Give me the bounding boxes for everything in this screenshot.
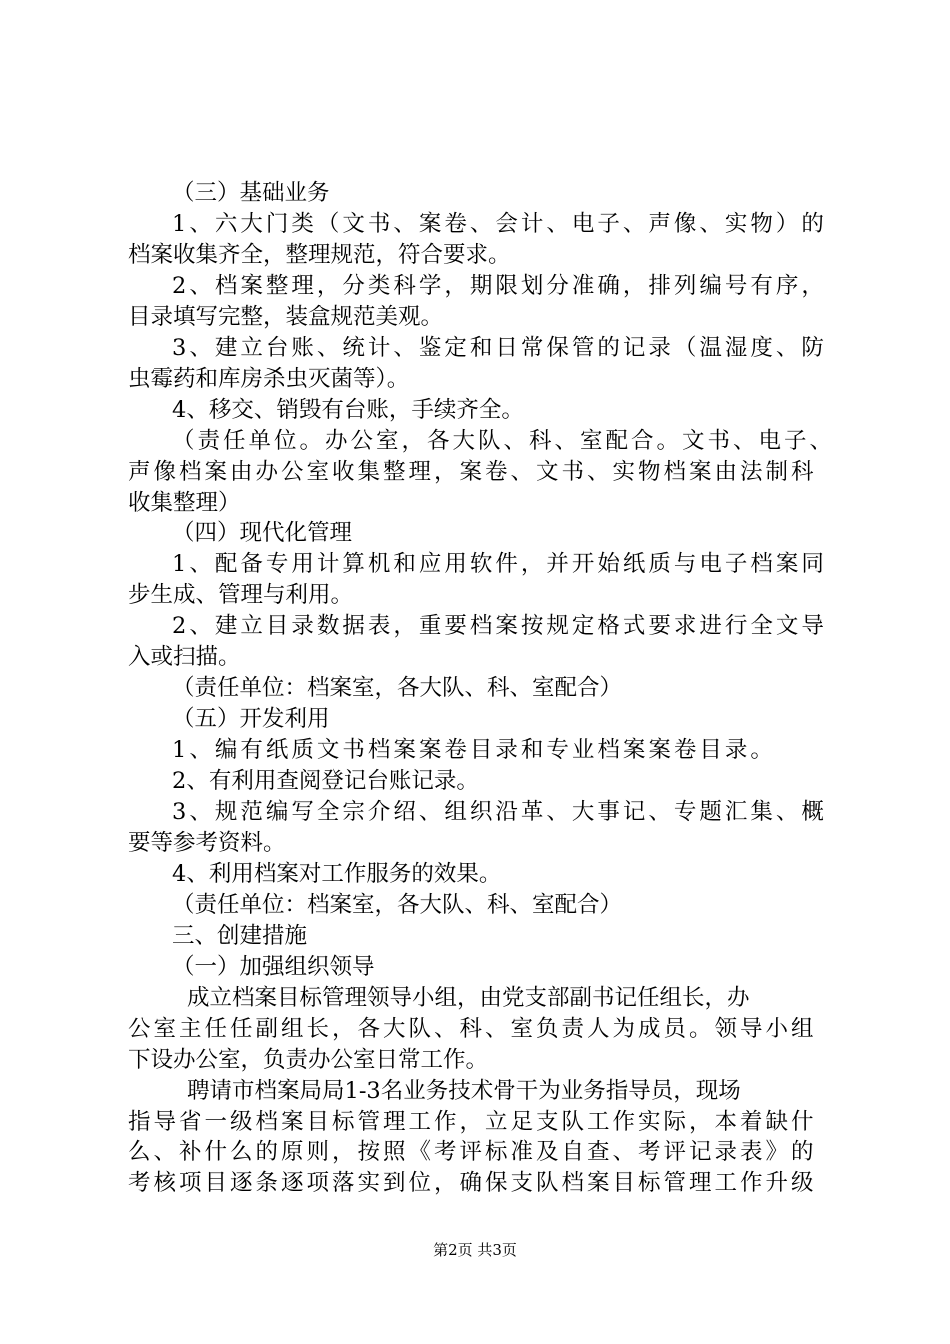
paragraph-line: 档案收集齐全，整理规范，符合要求。 xyxy=(128,242,511,268)
paragraph-line: 1、六大门类（文书、案卷、会计、电子、声像、实物）的 xyxy=(172,211,827,237)
paragraph-line: （责任单位：档案室，各大队、科、室配合） xyxy=(172,892,623,918)
paragraph-line: 成立档案目标管理领导小组，由党支部副书记任组长，办 xyxy=(187,985,750,1011)
paragraph-line: 3、规范编写全宗介绍、组织沿革、大事记、专题汇集、概 xyxy=(172,799,827,825)
paragraph-line: （责任单位。办公室，各大队、科、室配合。文书、电子、 xyxy=(172,428,836,454)
paragraph-line: 么、补什么的原则，按照《考评标准及自查、考评记录表》的 xyxy=(128,1139,817,1165)
paragraph-line: 2、建立目录数据表，重要档案按规定格式要求进行全文导 xyxy=(172,613,827,639)
paragraph-line: 4、利用档案对工作服务的效果。 xyxy=(172,861,502,887)
section-heading-measures: 三、创建措施 xyxy=(172,923,308,949)
paragraph-line: 虫霉药和库房杀虫灭菌等）。 xyxy=(128,366,410,392)
section-heading-modern-management: （四）现代化管理 xyxy=(172,520,353,546)
paragraph-line: 入或扫描。 xyxy=(128,644,241,670)
paragraph-line: 收集整理） xyxy=(128,490,241,516)
paragraph-line: 目录填写完整，装盒规范美观。 xyxy=(128,304,444,330)
paragraph-line: 2、档案整理，分类科学，期限划分准确，排列编号有序， xyxy=(172,273,827,299)
paragraph-line: 下设办公室，负责办公室日常工作。 xyxy=(128,1047,489,1073)
page-number-footer: 第2页 共3页 xyxy=(433,1241,517,1259)
paragraph-line: 2、有利用查阅登记台账记录。 xyxy=(172,768,479,794)
section-heading-development: （五）开发利用 xyxy=(172,706,330,732)
paragraph-line: （责任单位：档案室，各大队、科、室配合） xyxy=(172,675,623,701)
paragraph-line: 考核项目逐条逐项落实到位，确保支队档案目标管理工作升级 xyxy=(128,1170,817,1196)
paragraph-line: 4、移交、销毁有台账，手续齐全。 xyxy=(172,397,524,423)
section-heading-basic-business: （三）基础业务 xyxy=(172,180,330,206)
paragraph-line: 要等参考资料。 xyxy=(128,830,286,856)
paragraph-line: 指导省一级档案目标管理工作，立足支队工作实际，本着缺什 xyxy=(128,1109,817,1135)
paragraph-line: 公室主任任副组长，各大队、科、室负责人为成员。领导小组 xyxy=(128,1016,817,1042)
paragraph-line: 1、编有纸质文书档案案卷目录和专业档案案卷目录。 xyxy=(172,737,776,763)
paragraph-line: 步生成、管理与利用。 xyxy=(128,582,354,608)
paragraph-line: 声像档案由办公室收集整理，案卷、文书、实物档案由法制科 xyxy=(128,459,817,485)
paragraph-line: 1、配备专用计算机和应用软件，并开始纸质与电子档案同 xyxy=(172,551,827,577)
paragraph-line: 3、建立台账、统计、鉴定和日常保管的记录（温湿度、防 xyxy=(172,335,827,361)
section-heading-organization: （一）加强组织领导 xyxy=(172,954,375,980)
paragraph-line: 聘请市档案局局1-3名业务技术骨干为业务指导员，现场 xyxy=(187,1078,741,1104)
